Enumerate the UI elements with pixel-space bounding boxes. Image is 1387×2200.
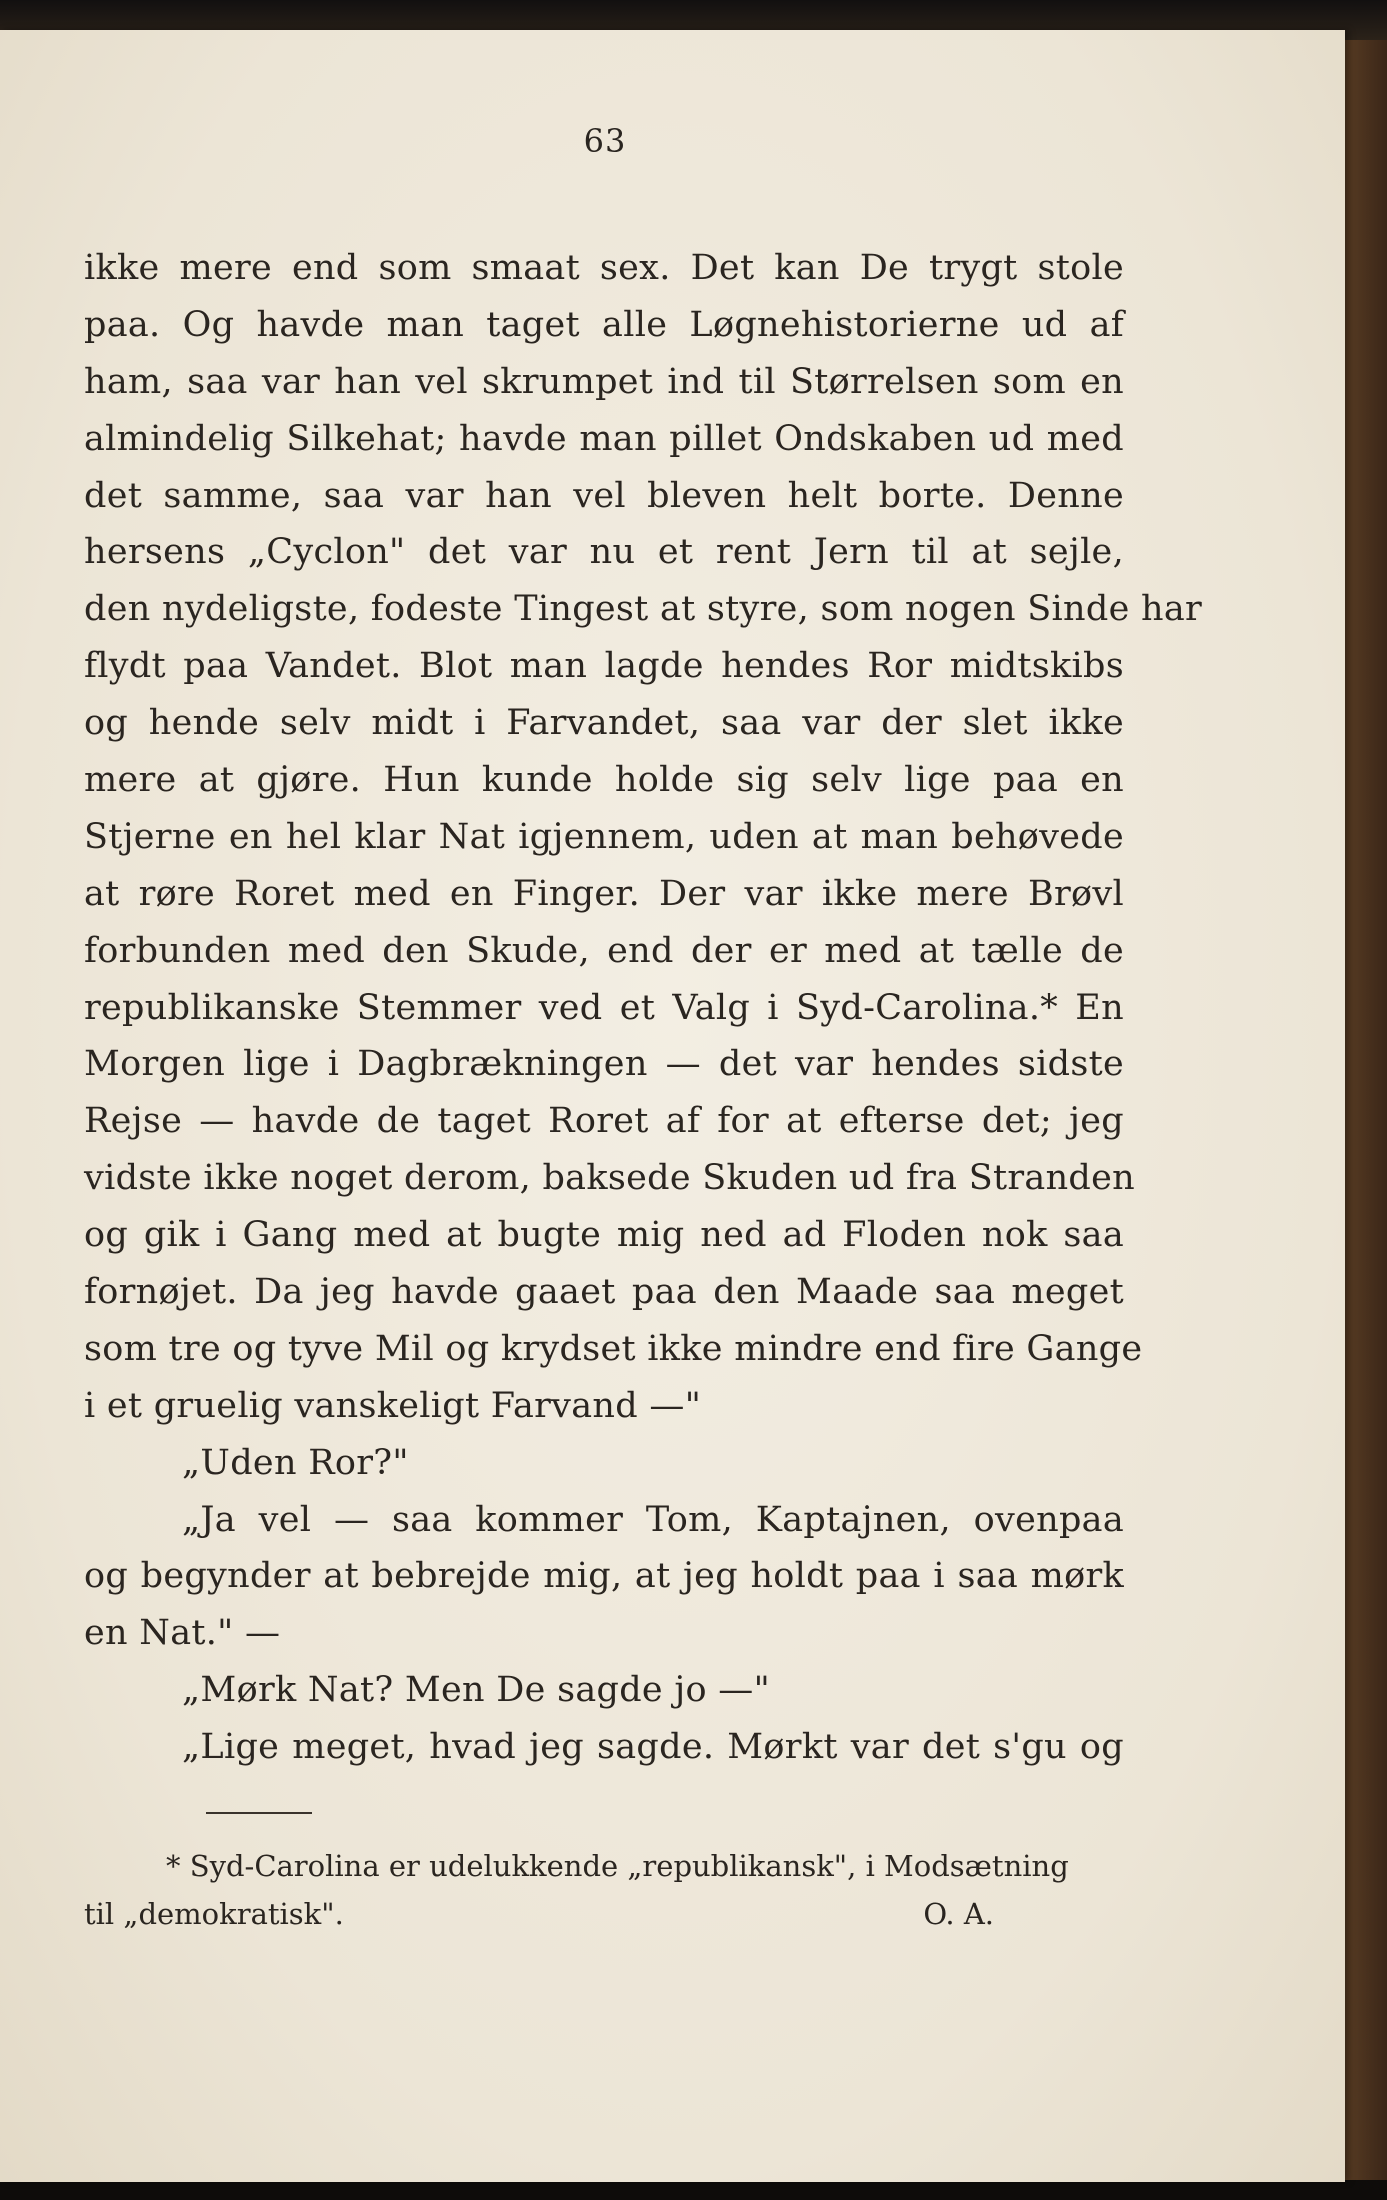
text-line: Stjerne en hel klar Nat igjennem, uden at man behøvede [84, 816, 1124, 857]
footnote [84, 1842, 1114, 1938]
text-line: flydt paa Vandet. Blot man lagde hendes Ror midtskibs [84, 646, 1124, 687]
text-line: „Ja vel — saa kommer Tom, Kaptajnen, ovenpaa [182, 1499, 1124, 1540]
footnote-line: * Syd-Carolina er udelukkende „republikansk", i Modsætning [166, 1849, 1069, 1883]
text-line: „Uden Ror?" [182, 1442, 409, 1483]
text-line: Rejse — havde de taget Roret af for at efterse det; jeg [84, 1101, 1124, 1142]
text-line: mere at gjøre. Hun kunde holde sig selv lige paa en [84, 760, 1124, 801]
page-number: 63 [583, 122, 627, 160]
book-bottom-edge [0, 2180, 1387, 2200]
text-line: fornøjet. Da jeg havde gaaet paa den Maade saa meget [84, 1272, 1124, 1313]
text-line: og begynder at bebrejde mig, at jeg holdt paa i saa mørk [84, 1556, 1124, 1597]
body-text [84, 240, 1203, 1776]
footnote-rule [206, 1812, 312, 1814]
book-page [0, 30, 1345, 2182]
footnote-line-text: til „demokratisk". [84, 1897, 344, 1931]
text-line: den nydeligste, fodeste Tingest at styre, som nogen Sinde har [84, 589, 1203, 630]
text-line: „Lige meget, hvad jeg sagde. Mørkt var det s'gu og [182, 1727, 1124, 1768]
text-line: almindelig Silkehat; havde man pillet Ondskaben ud med [84, 418, 1124, 459]
text-line: og hende selv midt i Farvandet, saa var der slet ikke [84, 703, 1124, 744]
text-line: at røre Roret med en Finger. Der var ikke mere Brøvl [84, 873, 1124, 914]
text-line: ikke mere end som smaat sex. Det kan De trygt stole [84, 248, 1124, 288]
text-line: hersens „Cyclon" det var nu et rent Jern til at sejle, [84, 532, 1124, 573]
text-line: vidste ikke noget derom, baksede Skuden ud fra Stranden [84, 1158, 1135, 1199]
footnote-signature: O. A. [923, 1897, 994, 1931]
text-line: forbunden med den Skude, end der er med at tælle de [84, 930, 1124, 971]
footnote-line [84, 1890, 1114, 1938]
text-line: „Mørk Nat? Men De sagde jo —" [182, 1670, 770, 1711]
text-line: ham, saa var han vel skrumpet ind til Størrelsen som en [84, 361, 1124, 402]
text-line: en Nat." — [84, 1613, 281, 1654]
text-line: paa. Og havde man taget alle Løgnehistorierne ud af [84, 304, 1124, 345]
text-line: republikanske Stemmer ved et Valg i Syd-Carolina.* En [84, 987, 1124, 1028]
text-line: som tre og tyve Mil og krydset ikke mindre end fire Gange [84, 1328, 1143, 1369]
text-line: i et gruelig vanskeligt Farvand —" [84, 1385, 702, 1426]
text-line: det samme, saa var han vel bleven helt borte. Denne [84, 475, 1124, 516]
text-line: og gik i Gang med at bugte mig ned ad Floden nok saa [84, 1215, 1124, 1256]
text-line: Morgen lige i Dagbrækningen — det var hendes sidste [84, 1044, 1124, 1085]
